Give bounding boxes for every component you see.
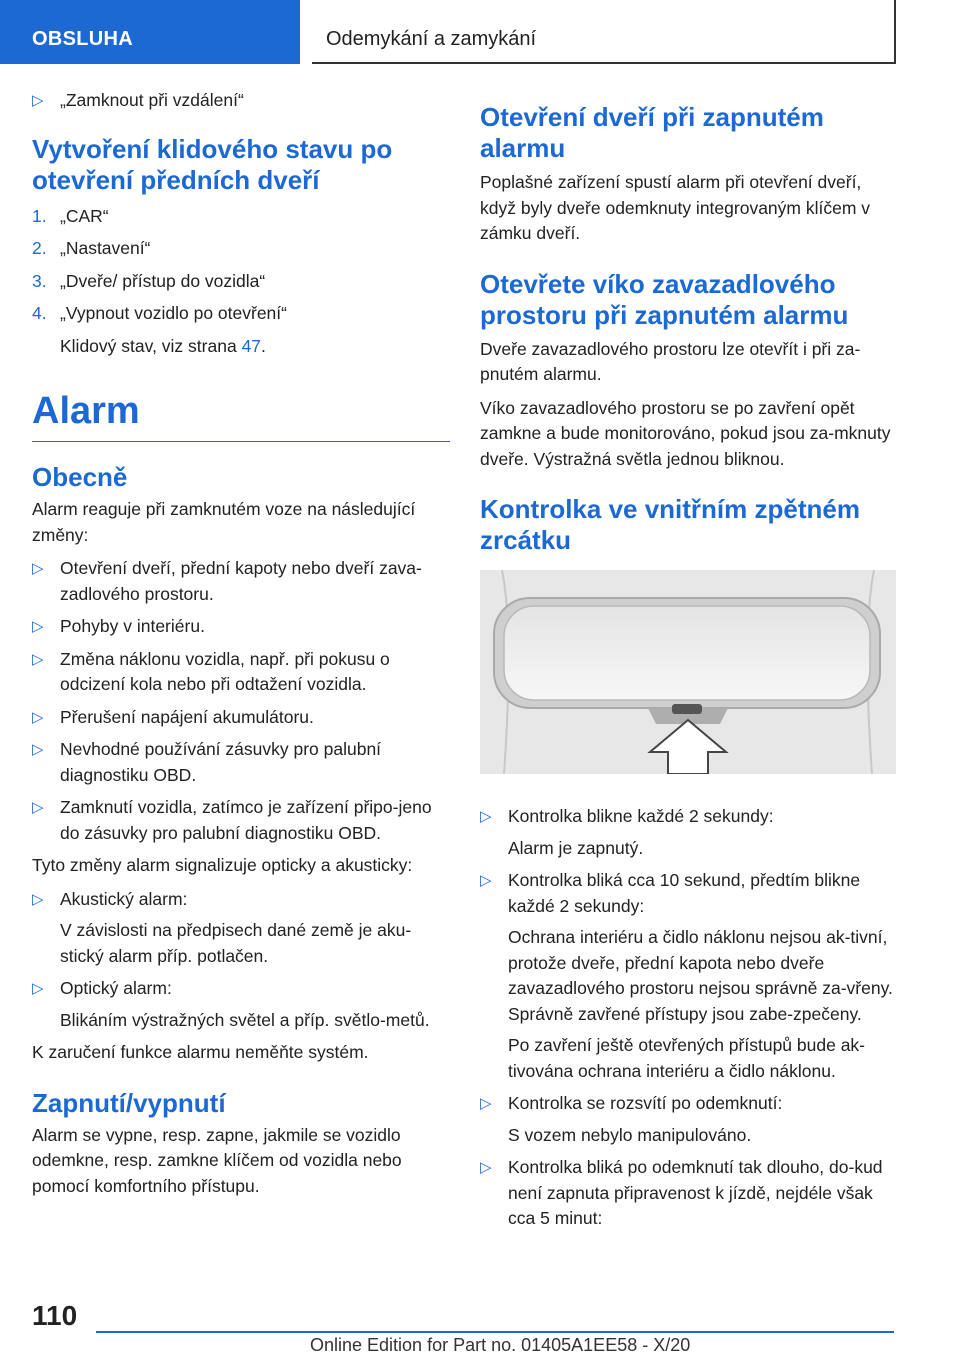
step-item xyxy=(32,269,450,295)
heading-mirror-indicator: Kontrolka ve vnitřním zpětném zrcátku xyxy=(480,494,860,555)
list-item xyxy=(32,88,450,114)
on-off-text: Alarm se vypne, resp. zapne, jakmile se vozidlo odemkne, resp. zamkne klíčem od vozidla nebo pomocí komfortního přístupu. xyxy=(32,1124,402,1196)
bullet-triangle-icon: ▷ xyxy=(480,1095,492,1112)
step-number: 2. xyxy=(32,238,47,258)
list-item-label: Kontrolka blikne každé 2 sekundy: xyxy=(508,806,774,826)
list-item-label: Akustický alarm: xyxy=(60,888,188,909)
list-item xyxy=(480,1155,898,1232)
bullet-triangle-icon: ▷ xyxy=(480,808,492,825)
bullet-triangle-icon: ▷ xyxy=(32,618,44,635)
step-text: „CAR“ xyxy=(60,205,109,226)
step-number: 4. xyxy=(32,303,47,323)
right-column xyxy=(480,88,898,1239)
bullet-triangle-icon: ▷ xyxy=(32,708,44,726)
list-item-text: Nevhodné používání zásuvky pro palubní diagnostiku OBD. xyxy=(60,739,382,785)
rear-view-mirror-illustration xyxy=(480,570,896,774)
doors-alarm-text: Poplašné zařízení spustí alarm při otevření dveří, když byly dveře odemknuty integrovaným klíčem v zámku dveří. xyxy=(480,172,871,243)
bullet-triangle-icon: ▷ xyxy=(480,1159,492,1176)
step-number: 1. xyxy=(32,205,47,226)
left-column xyxy=(32,88,450,1207)
list-item-detail: Blikáním výstražných světel a příp. světlo-metů. xyxy=(60,1009,430,1030)
bullet-triangle-icon: ▷ xyxy=(32,980,44,997)
page-number: 110 xyxy=(32,1300,78,1331)
signal-intro: Tyto změny alarm signalizuje opticky a akusticky: xyxy=(32,855,413,875)
list-item xyxy=(480,804,898,861)
bullet-triangle-icon: ▷ xyxy=(32,890,44,908)
heading-idle-state: Vytvoření klidového stavu po otevření předních dveří xyxy=(32,133,393,195)
page-link[interactable]: 47 xyxy=(241,335,262,356)
list-item xyxy=(32,737,450,788)
list-item-text: Zamknutí vozidla, zatímco je zařízení připo-jeno do zásuvky pro palubní diagnostiku OBD. xyxy=(60,797,432,843)
step-number: 3. xyxy=(32,270,47,291)
list-item xyxy=(480,1091,898,1148)
list-item xyxy=(32,976,450,1033)
step-item xyxy=(32,204,450,230)
list-item-label: Optický alarm: xyxy=(60,978,172,998)
list-item-text: Otevření dveří, přední kapoty nebo dveří zava-zadlového prostoru. xyxy=(60,558,422,604)
heading-on-off: Zapnutí/vypnutí xyxy=(32,1087,226,1118)
idle-state-reference xyxy=(32,334,450,360)
list-item xyxy=(32,614,450,640)
list-item-detail: V závislosti na předpisech dané země je aku-stický alarm příp. potlačen. xyxy=(60,920,412,966)
list-item-detail: Alarm je zapnutý. xyxy=(508,837,644,858)
bullet-triangle-icon: ▷ xyxy=(32,799,44,816)
mirror-icon xyxy=(480,570,896,774)
section-tab xyxy=(0,0,300,64)
list-item-text: Pohyby v interiéru. xyxy=(60,616,205,636)
list-item-detail: Ochrana interiéru a čidlo náklonu nejsou ak-tivní, protože dveře, přední kapota nebo dveře zavazadlového prostoru nejsou správně za-vřeny. Správně zavřené přístupy jsou zabe-zpečeny. xyxy=(508,927,893,1024)
edition-note: Online Edition for Part no. 01405A1EE58 - X/20 xyxy=(310,1335,691,1355)
section-label: OBSLUHA xyxy=(32,28,133,50)
step-text: „Dveře/ přístup do vozidla“ xyxy=(60,270,266,291)
list-item xyxy=(32,556,450,607)
heading-general: Obecně xyxy=(32,462,128,492)
trunk-alarm-text-2: Víko zavazadlového prostoru se po zavření opět zamkne a bude monitorováno, pokud jsou za-mknuty dveře. Výstražná světla jednou bliknou. xyxy=(480,397,891,469)
list-item-text: Změna náklonu vozidla, např. při pokusu o odcizení kola nebo při odtažení vozidla. xyxy=(60,648,390,694)
footer-divider xyxy=(96,1331,894,1333)
bullet-triangle-icon: ▷ xyxy=(32,92,44,109)
list-item-text: „Zamknout při vzdálení“ xyxy=(60,90,244,110)
list-item-detail: Po zavření ještě otevřených přístupů bude ak-tivována ochrana interiéru a čidlo náklonu. xyxy=(508,1035,866,1081)
list-item xyxy=(32,795,450,846)
step-text: „Nastavení“ xyxy=(60,238,151,258)
page-header xyxy=(0,0,960,64)
list-item xyxy=(32,705,450,731)
heading-alarm: Alarm xyxy=(32,389,450,442)
trunk-alarm-text-1: Dveře zavazadlového prostoru lze otevřít i při za-pnutém alarmu. xyxy=(480,338,861,384)
list-item-label: Kontrolka bliká po odemknutí tak dlouho, do-kud není zapnuta připravenost k jízdě, nejdéle však cca 5 minut: xyxy=(508,1157,883,1228)
bullet-triangle-icon: ▷ xyxy=(32,650,44,668)
list-item-label: Kontrolka bliká cca 10 sekund, předtím blikne každé 2 sekundy: xyxy=(508,870,861,916)
chapter-title-box xyxy=(312,0,896,64)
heading-trunk-alarm: Otevřete víko zavazadlového prostoru při zapnutém alarmu xyxy=(480,268,849,330)
bullet-triangle-icon: ▷ xyxy=(32,560,44,577)
bullet-triangle-icon: ▷ xyxy=(32,741,44,758)
list-item xyxy=(32,647,450,698)
bullet-triangle-icon: ▷ xyxy=(480,872,492,889)
no-modify-note: K zaručení funkce alarmu neměňte systém. xyxy=(32,1042,369,1062)
reference-end: . xyxy=(261,335,266,356)
step-item xyxy=(32,236,450,262)
list-item-detail: S vozem nebylo manipulováno. xyxy=(508,1124,752,1145)
step-text: „Vypnout vozidlo po otevření“ xyxy=(60,303,287,323)
general-intro: Alarm reaguje při zamknutém voze na následující změny: xyxy=(32,499,416,545)
reference-text: Klidový stav, viz strana xyxy=(60,335,237,356)
step-item xyxy=(32,301,450,327)
heading-doors-alarm: Otevření dveří při zapnutém alarmu xyxy=(480,102,824,163)
list-item-label: Kontrolka se rozsvítí po odemknutí: xyxy=(508,1093,783,1113)
list-item xyxy=(32,887,450,970)
chapter-title: Odemykání a zamykání xyxy=(326,28,537,50)
list-item xyxy=(480,868,898,1084)
list-item-text: Přerušení napájení akumulátoru. xyxy=(60,706,314,727)
